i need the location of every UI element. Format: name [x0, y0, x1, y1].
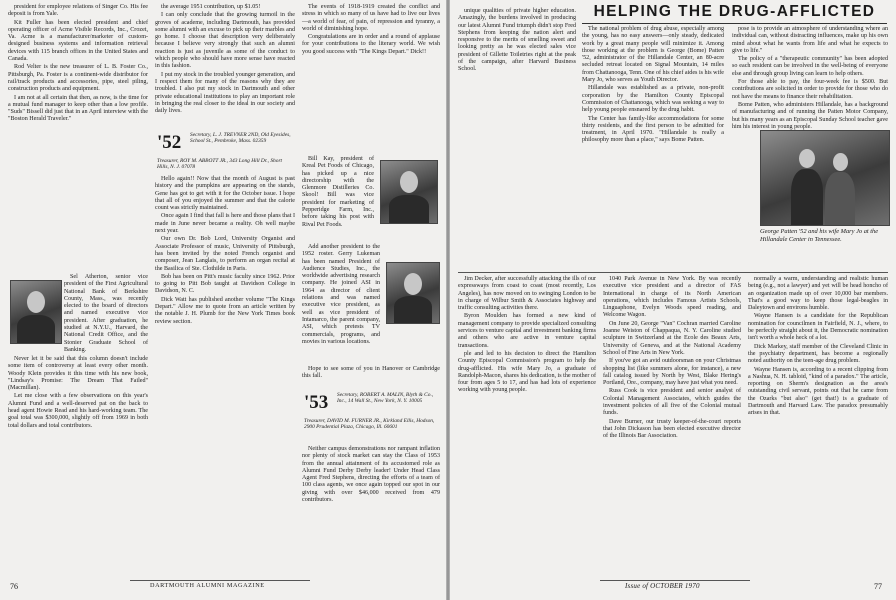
article-bottom-rule [458, 272, 888, 273]
paragraph: I put my stock in the troubled younger generation, and I respect them for many of the reasons why they are troubled. I also put my stock in Dartmouth and other private educational institutions to play an important role in bringing the real closer to the ideal in our society and daily lives. [155, 71, 295, 115]
person-body [791, 169, 823, 225]
paragraph: Dave Burner, our trusty keeper-of-the-court reports that John Dickason has been elected executive director of the Illinois Bar Association. [603, 418, 741, 440]
left-page [0, 0, 446, 600]
paragraph: Russ Cook is vice president and senior analyst of Colonial Management Associates, which guides the investment policies of all five of the Colonial mutual funds. [603, 388, 741, 417]
paragraph: Wayne Hansen is, according to a recent clipping from a Nashua, N. H. tabloid, "kind of a paradox." The article, reporting on Sherm's designation as the area's outstanding civil servant, points out that he came from the Ozarks "but also" (get that!) is a graduate of Dartmouth and Harvard Law. The paradox presumably arises in that. [748, 366, 888, 417]
left-column-1-wrap [64, 274, 148, 354]
person-head [799, 149, 815, 168]
paragraph: unique qualities of private higher education. Amazingly, the burdens involved in producing our latest Alumni Fund triumph didn't stop Fred Stephens from keeping the nation alert and responsive to the merits of smelling sweet and looking pretty as he was elected sales vice president of Gillette Toiletries right at the peak of the campaign, after Harvard Business School. [458, 8, 576, 73]
paragraph: the average 1951 contribution, up $1.05! [161, 4, 261, 10]
page-number: 76 [10, 582, 18, 591]
paragraph: Bill Kay, president of Kreal Pet Foods of Chicago, has picked up a nice directorship with the Glenmore Distilleries Co. Skool! Bill was vice president for marketing of Pepperidge Farm, Inc., before taking his post with Rival Pet Foods. [302, 156, 374, 228]
paragraph: The events of 1918-1919 created the conflict and stress in which so many of us have had to live our lives—a world of fear, of pain, of repression and tyranny, a world of diminishing hope. [302, 4, 440, 32]
class-treasurer: Treasurer, ROY M. ABBOTT JR., 343 Long Hill Dr., Short Hills, N. J. 07078 [157, 158, 283, 171]
page-number: 77 [874, 582, 882, 591]
issue-date-footer: Issue of OCTOBER 1970 [625, 582, 700, 590]
right-lower-column-1 [458, 276, 596, 576]
portrait-photo-lukeman [386, 262, 440, 324]
portrait-body [389, 195, 429, 223]
portrait-body [394, 296, 432, 323]
magazine-title-footer: DARTMOUTH ALUMNI MAGAZINE [150, 582, 265, 589]
paragraph: Kit Fuller has been elected president and chief operating officer of Acme Visible Records, Inc., Crozet, Va. Acme is a manufacturer/marketer of custom-designed business systems and information retrieval devices with 115 branch offices in the United States and Canada. [8, 19, 148, 63]
paragraph: On June 20, George "Van" Cochran married Caroline Joanne Weiston of Chappaqua, N. Y. Caroline studied sculpture in Switzerland at the Ecole des Beaux Arts, University of Geneva, and at the National Academy School of Fine Arts in New York. [603, 320, 741, 356]
paragraph: ple and led to his decision to direct the Hamilton County Episcopal Commission's program to help the drug-afflicted. His wife Mary Jo, a graduate of Randolph-Macon, shares his dedication, is the mother of four from ages 5 to 17, and has had lots of experience working with young people. [458, 350, 596, 394]
left-column-3-mid [302, 366, 440, 386]
paragraph: Our own Dr. Bob Lord, University Organist and Associate Professor of music, University of Pittsburgh, has been invited by the noted French organist and composer, Jean Langlais, to perform an organ recital at the Basilica of Ste. Clothilde in Paris. [155, 236, 295, 272]
left-column-1 [8, 4, 148, 272]
paragraph: The national problem of drug abuse, especially among the young, has no easy answers—only steady, dedicated work by a great many people will minimize it. Among those working at the problem is George (Bome) Patten '52, administrator of the Hillandale Center, an 80-acre secluded retreat located on Signal Mountain, 14 miles from Chattanooga, Tenn. One of his chief aides is his wife Mary Jo, who serves as Youth Director. [582, 26, 724, 84]
right-page [450, 0, 896, 600]
left-column-2-lower [155, 176, 295, 576]
footer-rule [600, 580, 750, 581]
article-headline: HELPING THE DRUG-AFFLICTED [582, 3, 887, 24]
paragraph: Bob has been on Pitt's music faculty since 1962. Prior to going to Pitt Bob taught at Davidson College in Davidson, N. C. [155, 273, 295, 295]
right-lower-column-3 [748, 276, 888, 576]
paragraph: I am not at all certain that then, as now, is the time for a mutual fund manager to keep other than a low profile. "Suds" Bissell did just that in an April interview with the "Boston Herald Traveler." [8, 94, 148, 123]
left-column-3-lower [302, 446, 440, 576]
paragraph: normally a warm, understanding and realistic human being (e.g., not a lawyer) and yet will be head honcho of an organization made up of over 10,000 bar members. That's a good way to keep those legal-beagles in Daleytown and environs humble. [748, 276, 888, 312]
person-body [825, 172, 855, 225]
right-continuation-column [458, 8, 576, 264]
portrait-photo-atherton [10, 280, 62, 344]
paragraph: Neither campus demonstrations nor rampant inflation nor plenty of stock market can stay the Class of 1953 from the annual attainment of its accustomed role as Alumni Fund Derby Derby leader! Under Head Class Agent Fred Stephens, directing the efforts of a team of 100 class agents, we once again topped our spot in our giving with over $46,000 received from 479 contributors. [302, 446, 440, 504]
paragraph: Sel Atherton, senior vice president of the First Agricultural National Bank of Berkshire County, Mass., was recently elected to the board of directors and named executive vice president. After graduation, he studied at N.Y.U., Harvard, the National Credit Office, and the Stonier Graduate School of Banking. [64, 274, 148, 353]
portrait-head [404, 273, 422, 295]
paragraph: The Center has family-like accommodations for some thirty residents, and the first person to be admitted for treatment, in April 1970. "Hillandale is really a philosophy more than a place," says Bome Patten. [582, 115, 724, 144]
footer-rule [130, 580, 310, 581]
paragraph: Congratulations are in order and a round of applause for your contributions to the literary world. We wish you good success with "The Kings Depart." Dick!! [302, 34, 440, 55]
class-secretary: Secretary, ROBERT A. MALIN, Blyth & Co., Inc., 14 Wall St., New York, N. Y. 10005 [337, 392, 434, 405]
paragraph: I can only conclude that the growing turmoil in the groves of academe, including Dartmouth, has provided some alumni with an excuse to pick up their marbles and go home. I choose that description very deliberately because I believe very strongly that such an alumni reaction is just as juvenile as some of the conduct to which people who should have more sense have reacted in this fashion. [155, 12, 295, 70]
paragraph: Add another president to the 1952 roster. Gerry Lukeman has been named President of Audience Studies, Inc., the worldwide advertising research company. He joined ASI in 1964 as director of client relations and was named executive vice president, as well as vice president of Intamarco, the parent company, ASI, which pretests TV commercials, programs, and movies in various locations. [302, 244, 380, 345]
paragraph: Wayne Hansen is a candidate for the Republican nomination for councilmen in Fairfield, N. J., where, to be perfectly straight about it, the Democratic nomination isn't worth a whole heck of a lot. [748, 313, 888, 342]
paragraph: Byron Moulden has formed a new kind of management company to provide specialized consulting services to venture capital and investment banking firms and others who are active in venture capital transactions. [458, 313, 596, 349]
paragraph: Never let it be said that this column doesn't include some item of controversy at least every other month. Woody Klein provides it this time with his new book, "Lindsay's Promise: The Dream That Failed" (Macmillan). [8, 356, 148, 392]
paragraph: Hello again!! Now that the month of August is past history and the pumpkins are appearing on the stands, Gene has got to get with it for the October issue. I hope that all of you enjoyed the summer and that the calorie count was strictly maintained. [155, 176, 295, 212]
paragraph: 1040 Park Avenue in New York. By was recently executive vice president and a director of FAS International in charge of its North American operations, which includes Famous Artists Schools, Linguaphone, Evelyn Woods speed reading, and Welcome Wagon. [603, 276, 741, 319]
left-column-3-wrap [302, 156, 374, 242]
article-photo [760, 130, 890, 226]
left-column-3 [302, 4, 440, 154]
portrait-photo-kay [380, 160, 438, 224]
class-treasurer: Treasurer, DAVID M. FURNER JR., Kirkland Ellis, Hodson, 2900 Prudential Plaza, Chicago, Ill. 60601 [304, 418, 435, 431]
paragraph: Let me close with a few observations on this year's Alumni Fund and a well-deserved pat on the back to head agent Howie Read and his hard-working team. The goal total was $300,000, slightly off from 1969 in both total dollars and total contributors. [8, 393, 148, 429]
portrait-head [27, 291, 45, 313]
left-column-2 [155, 4, 295, 124]
paragraph: The policy of a "therapeutic community" has been adopted so each resident can be involved in the well-being of everyone else and through group living can learn to help others. [732, 56, 888, 77]
paragraph: If you've got an avid outdoorsman on your Christmas shopping list (like summers alone, for instance), a new fall catalog issued by North by West, Blake Hering's Portland, Ore., company, may have just what you need. [603, 358, 741, 387]
photo-caption: George Patten '52 and his wife Mary Jo at the Hillandale Center in Tennessee. [760, 228, 879, 243]
paragraph: Dick Markey, staff member of the Cleveland Clinic in the psychiatry department, has become a regionally noted authority on the teen-age drug problem. [748, 343, 888, 365]
portrait-body [17, 315, 55, 343]
paragraph: Hillandale was established as a private, non-profit corporation by the Hamilton County Episcopal Commission of Chattanooga, which was seeking a way to help young people ensnared by the drug habit. [582, 85, 724, 114]
left-column-3-wrap-2 [302, 244, 380, 364]
paragraph: Once again I find that fall is here and those plans that I made in June never became a reality. Oh well maybe next year. [155, 213, 295, 235]
person-head [833, 153, 848, 171]
class-year-52: '52 [157, 132, 182, 153]
article-column-1 [582, 26, 724, 270]
paragraph: Rod Velter is the new treasurer of L. B. Foster Co., Pittsburgh, Pa. Foster is a continent-wide distributor for rail/track products and accessories, pipe, steel piling, construction products and equipment. [8, 64, 148, 93]
paragraph: pose is to provide an atmosphere of understanding where an individual can, without distracting influences, make up his own mind about what he wants from life and what he expects to give to life." [732, 26, 888, 54]
paragraph: Hope to see some of you in Hanover or Cambridge this fall. [302, 366, 440, 380]
left-column-1-lower [8, 356, 148, 576]
portrait-head [400, 171, 418, 193]
paragraph: For those able to pay, the four-week fee is $500. But contributions are solicited in order to provide for those who do not have the means to finance their rehabilitation. [732, 79, 888, 100]
paragraph: Jim Decker, after successfully attacking the ills of our expressways from coast to coast (most recently, Los Angeles), has now moved on to swinging London to be in charge of Wilbur Smith & Associates highway and traffic consulting activities there. [458, 276, 596, 312]
paragraph: Bome Patten, who administers Hillandale, has a background of manufacturing and of running the Patten Motor Company, but his many years as an Episcopal Sunday School teacher gave him his interest in young people. [732, 101, 888, 130]
paragraph: president for employee relations of Singer Co. His fee deposit is from Yale. [8, 4, 148, 18]
class-year-53: '53 [304, 392, 329, 413]
paragraph: Dick Watt has published another volume "The Kings Depart." Allow me to quote from an article written by the notable J. H. Plumb for the New York Times book review section. [155, 296, 295, 325]
class-secretary: Secretary, L. J. TREVNER 2ND, Old Eyesides, School St., Pembroke, Mass. 02359 [190, 132, 291, 145]
right-lower-column-2 [603, 276, 741, 576]
article-column-2 [732, 26, 888, 130]
